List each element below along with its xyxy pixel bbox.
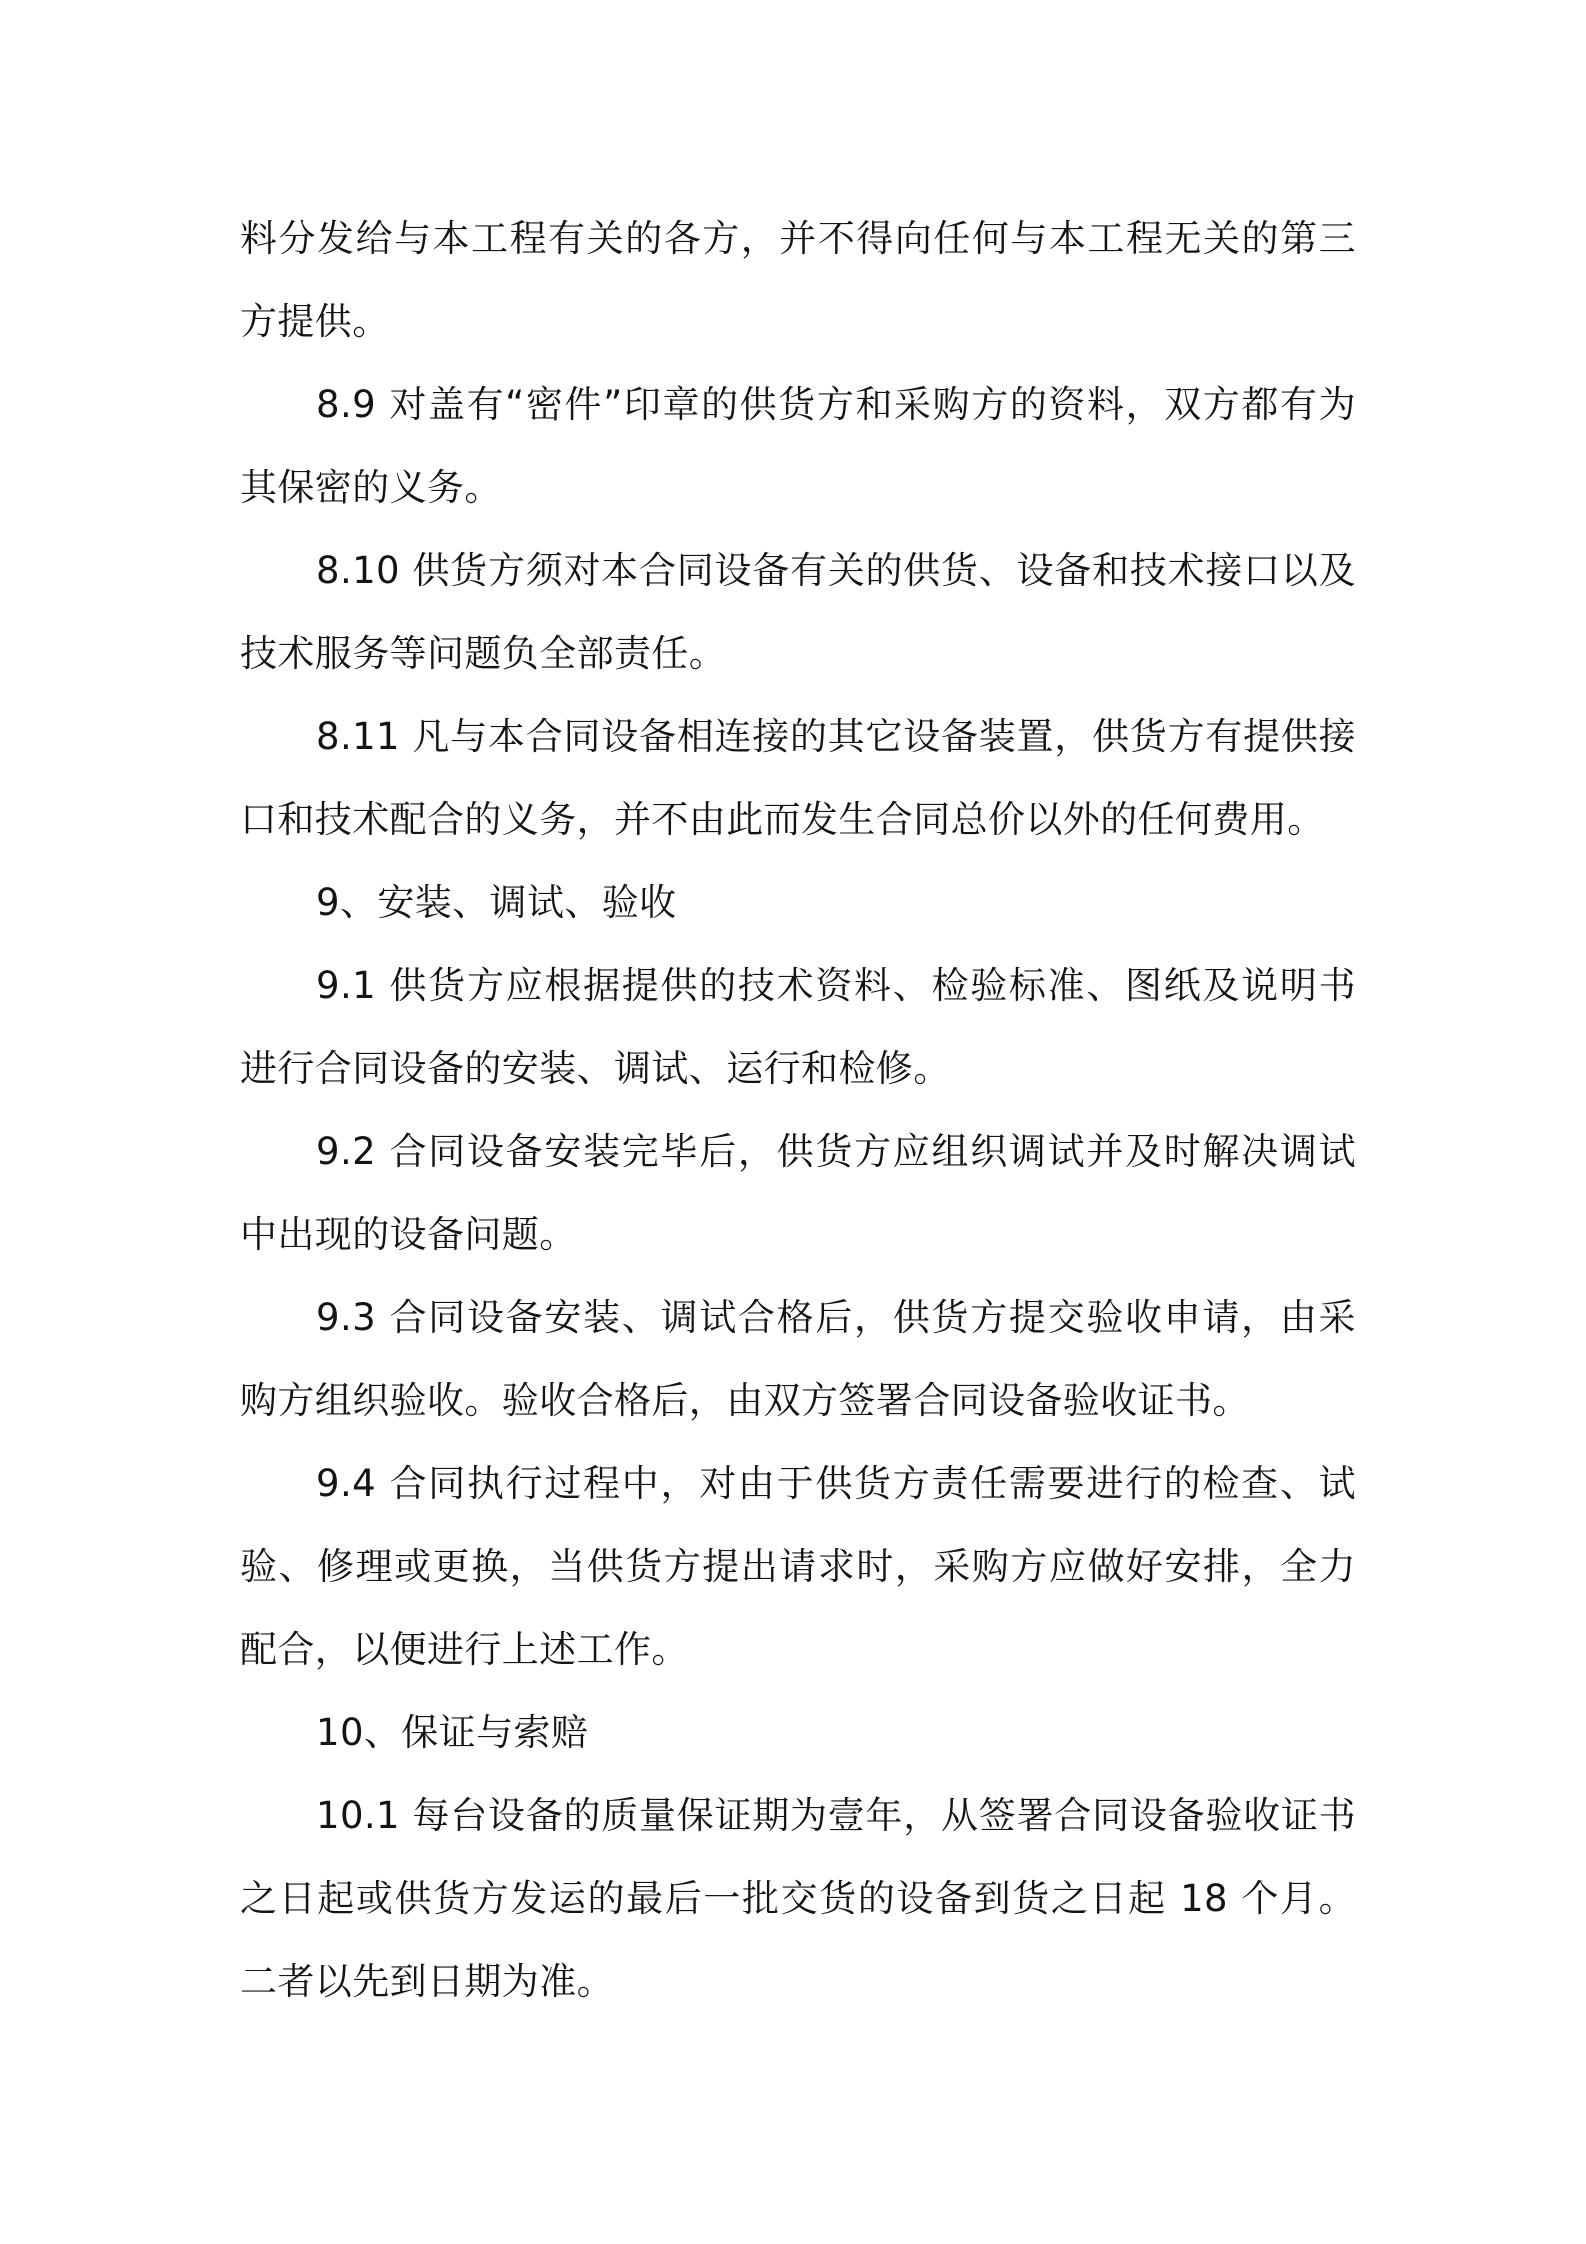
paragraph-continuation: 料分发给与本工程有关的各方，并不得向任何与本工程无关的第三方提供。	[240, 217, 1356, 343]
paragraph-8-11: 8.11 凡与本合同设备相连接的其它设备装置，供货方有提供接口和技术配合的义务，并不由此而发生合同总价以外的任何费用。	[240, 715, 1356, 841]
paragraph-9-4: 9.4 合同执行过程中，对由于供货方责任需要进行的检查、试验、修理或更换，当供货方提出请求时，采购方应做好安排，全力配合，以便进行上述工作。	[240, 1462, 1356, 1671]
document-body	[240, 197, 1356, 2023]
paragraph-10-1: 10.1 每台设备的质量保证期为壹年，从签署合同设备验收证书之日起或供货方发运的最后一批交货的设备到货之日起 18 个月。二者以先到日期为准。	[240, 1794, 1356, 2003]
paragraph-9-2: 9.2 合同设备安装完毕后，供货方应组织调试并及时解决调试中出现的设备问题。	[240, 1130, 1356, 1256]
paragraph-8-9: 8.9 对盖有“密件”印章的供货方和采购方的资料，双方都有为其保密的义务。	[240, 383, 1356, 509]
section-heading-9: 9、安装、调试、验收	[316, 881, 677, 924]
section-heading-10: 10、保证与索赔	[316, 1711, 589, 1754]
paragraph-9-3: 9.3 合同设备安装、调试合格后，供货方提交验收申请，由采购方组织验收。验收合格后，由双方签署合同设备验收证书。	[240, 1296, 1356, 1422]
paragraph-8-10: 8.10 供货方须对本合同设备有关的供货、设备和技术接口以及技术服务等问题负全部责任。	[240, 549, 1356, 675]
paragraph-9-1: 9.1 供货方应根据提供的技术资料、检验标准、图纸及说明书进行合同设备的安装、调试、运行和检修。	[240, 964, 1356, 1090]
